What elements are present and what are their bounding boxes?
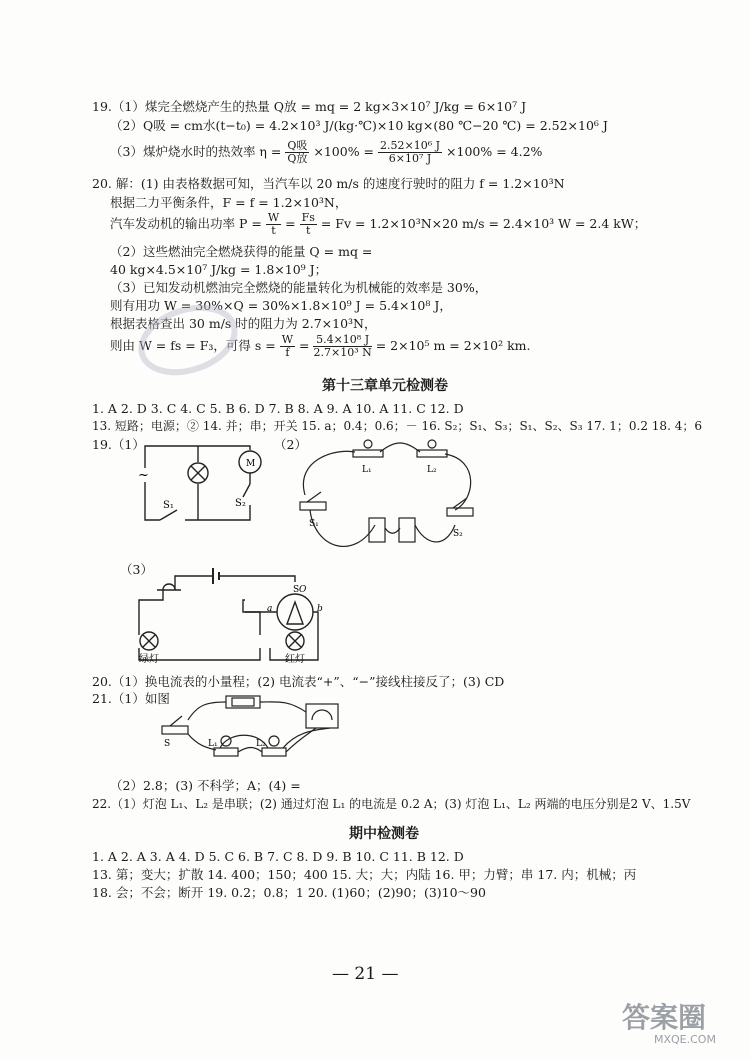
switch-s1-label: S₁: [309, 519, 319, 529]
motor-label: M: [246, 459, 256, 469]
fraction-numerator: Q吸: [287, 139, 308, 152]
q19-eff-text-b: ×100% =: [313, 144, 375, 159]
fraction-denominator: f: [285, 346, 290, 359]
fraction-numerator: W: [281, 333, 294, 346]
chapter13-title: 第十三章单元检测卷: [322, 378, 448, 394]
q20-line-5: 40 kg×4.5×10⁷ J/kg = 1.8×10⁹ J；: [110, 262, 328, 277]
midterm-title: 期中检测卷: [349, 826, 419, 842]
pivot-o-label: O: [299, 585, 307, 595]
lamp-holder-l1: [214, 748, 238, 756]
q19-eff-text-a: （3）煤炉烧水时的热效率 η =: [110, 144, 282, 159]
ch13-fill-answers: 13. 短路；电源；② 14. 并；串；开关 15. a；0.4；0.6；－ 16. S₂；S₁、S₃；S₁、S₂、S₃ 17. 1；0.2 18. 4；6: [92, 419, 702, 433]
midterm-mc-answers: 1. A 2. A 3. A 4. D 5. C 6. B 7. C 8. D 9. B 10. C 11. B 12. D: [92, 849, 464, 864]
circuit-diagram-2: [295, 440, 480, 565]
switch-s2-label: S₂: [235, 498, 246, 509]
ch13-q21-answer: （2）2.8；(3) 不科学；A；(4) =: [110, 778, 301, 793]
contact-b-label: b: [317, 604, 323, 614]
page-number: — 21 —: [332, 964, 399, 984]
switch-s1-icon: [300, 502, 326, 510]
circuit-diagram-1: [135, 440, 275, 530]
ch13-q19-2-label: （2）: [274, 437, 307, 452]
fraction-denominator: t: [306, 224, 311, 237]
ac-source-label: ~: [138, 468, 149, 483]
lamp-l1-label: L₁: [208, 739, 218, 749]
q20-distance-text-c: = 2×10⁵ m = 2×10² km.: [375, 338, 531, 353]
lamp-holder-l2: [417, 450, 447, 457]
ch13-q19-3-label: （3）: [120, 562, 153, 577]
midterm-fill-answers-1: 13. 第；变大；扩散 14. 400；150；400 15. 大；大；内陆 16. 甲；力臂；串 17. 内；机械；丙: [92, 867, 637, 882]
q19-line-2: （2）Q吸 = cm水(t−t₀) = 4.2×10³ J/(kg·℃)×10 kg×(80 ℃−20 ℃) = 2.52×10⁶ J: [110, 118, 608, 133]
switch-s2-icon: [447, 508, 473, 516]
lamp-holder-l1: [353, 450, 383, 457]
lamp-holder-l2: [262, 748, 286, 756]
q20-power-text-a: 汽车发动机的输出功率 P =: [110, 216, 262, 231]
fraction-denominator: 2.7×10³ N: [313, 346, 372, 359]
q20-distance-text-a: 则由 W = fs = F₃，可得 s =: [110, 338, 276, 353]
q20-fraction-1: [266, 212, 281, 237]
q20-line-8: 根据表格查出 30 m/s 时的阻力为 2.7×10³N，: [110, 316, 377, 331]
lamp-l2-label: L₂: [427, 465, 437, 475]
contact-a-label: a: [267, 604, 273, 614]
fraction-numerator: 5.4×10⁸ J: [313, 334, 371, 347]
switch-s-icon: [162, 726, 188, 734]
fraction-numerator: Fs: [301, 211, 315, 224]
watermark-url: MXQE.COM: [654, 1033, 716, 1046]
fraction-denominator: Q放: [287, 152, 308, 165]
lamp-l2-label: L₂: [256, 739, 266, 749]
green-lamp-label: 绿灯: [139, 654, 159, 665]
midterm-fill-answers-2: 18. 会；不会；断开 19. 0.2；0.8；1 20. (1)60；(2)90；(3)10～90: [92, 885, 486, 900]
ch13-mc-answers: 1. A 2. D 3. C 4. C 5. B 6. D 7. B 8. A 9. A 10. A 11. C 12. D: [92, 401, 464, 416]
lamp-l1-label: L₁: [362, 465, 372, 475]
bulb-l2-icon: [428, 440, 436, 448]
q19-fraction-1: [285, 140, 309, 165]
q20-line-2: 根据二力平衡条件，F = f = 1.2×10³N，: [110, 195, 348, 210]
bulb-l2-icon: [269, 736, 279, 746]
switch-s1-label: S₁: [163, 500, 174, 511]
q20-distance-text-b: =: [299, 338, 310, 353]
q20-line-6: （3）已知发动机燃油完全燃烧的能量转化为机械能的效率是 30%，: [110, 280, 488, 295]
q19-fraction-2: [378, 140, 442, 165]
fraction-numerator: W: [267, 211, 280, 224]
q19-eff-text-c: ×100% = 4.2%: [446, 144, 543, 159]
voltmeter-icon: [306, 704, 338, 728]
q19-line-1: 19.（1）煤完全燃烧产生的热量 Q放 = mq = 2 kg×3×10⁷ J/kg = 6×10⁷ J: [92, 99, 527, 114]
red-lamp-label: 红灯: [285, 654, 305, 665]
ch13-q21-label: 21.（1）如图: [92, 691, 170, 706]
fraction-numerator: 2.52×10⁶ J: [380, 139, 441, 152]
switch-s-label: S: [164, 739, 171, 749]
circuit-diagram-4: [158, 690, 353, 770]
q20-line-1: 20. 解：(1) 由表格数据可知，当汽车以 20 m/s 的速度行驶时的阻力 f = 1.2×10³N: [92, 176, 565, 191]
switch-s-label: S: [293, 585, 300, 595]
switch-s2-label: S₂: [453, 529, 463, 539]
bulb-l1-icon: [364, 440, 372, 448]
q20-fraction-3: [280, 334, 295, 359]
q20-power-text-b: =: [285, 216, 296, 231]
battery-2-icon: [399, 518, 415, 542]
ch13-q19-label: 19.（1）: [92, 437, 145, 452]
q20-fraction-4: [313, 334, 371, 359]
q19-line-3: [110, 140, 542, 165]
q20-power-text-c: = Fv = 1.2×10³N×20 m/s = 2.4×10³ W = 2.4 kW；: [320, 216, 647, 231]
q20-line-4: （2）这些燃油完全燃烧获得的能量 Q = mq =: [110, 244, 373, 259]
q20-line-7: 则有用功 W = 30%×Q = 30%×1.8×10⁹ J = 5.4×10⁸ J，: [110, 298, 452, 313]
fraction-denominator: t: [271, 224, 276, 237]
circuit-diagram-3: [135, 562, 325, 667]
q20-line-3: [110, 212, 646, 237]
fraction-denominator: 6×10⁷ J: [388, 152, 432, 165]
q20-fraction-2: [300, 212, 317, 237]
stamp-mark: [128, 290, 258, 390]
ch13-q20-answer: 20.（1）换电流表的小量程；(2) 电流表“+”、“−”接线柱接反了；(3) CD: [92, 674, 505, 689]
watermark-logo: 答案圈: [622, 1001, 707, 1034]
ch13-q22-answer: 22.（1）灯泡 L₁、L₂ 是串联；(2) 通过灯泡 L₁ 的电流是 0.2 A；(3) 灯泡 L₁、L₂ 两端的电压分别是2 V、1.5V: [92, 797, 691, 811]
